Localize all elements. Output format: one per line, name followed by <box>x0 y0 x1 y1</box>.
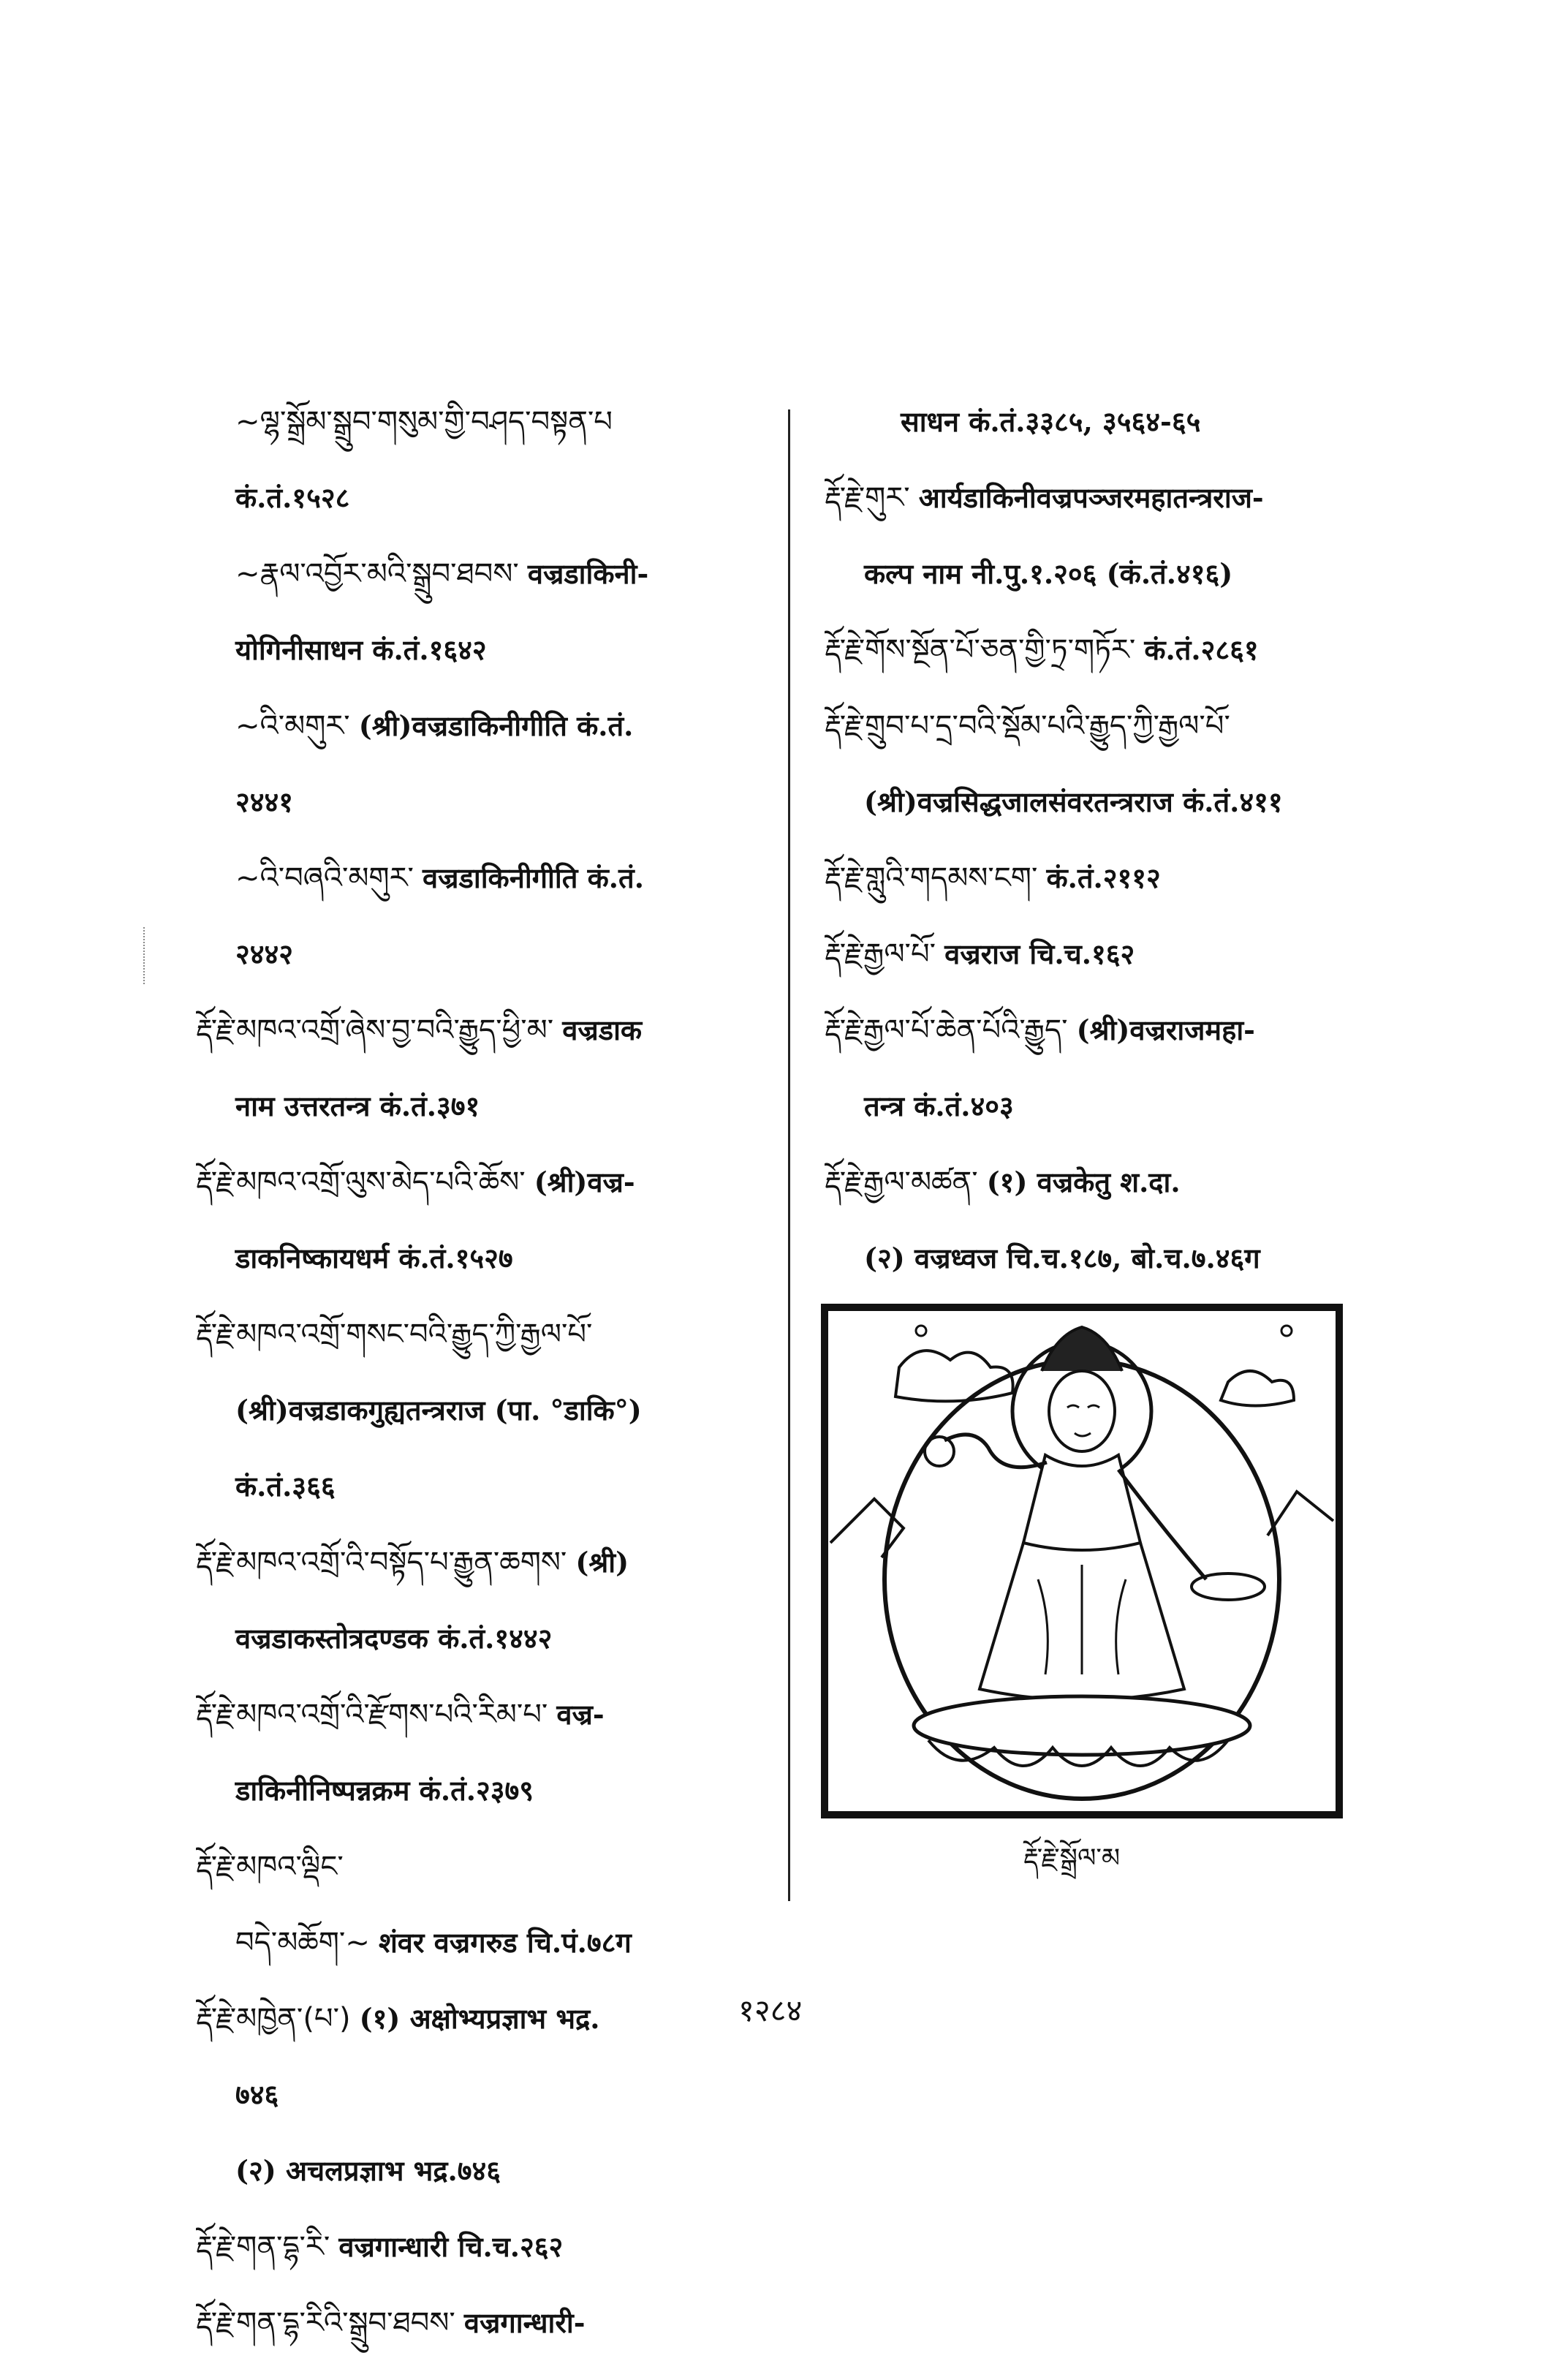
sanskrit-reference: (२) वज्रध्वज चि.च.१८७, बो.च.७.४६ग <box>864 1242 1260 1274</box>
entry-line <box>196 2057 781 2133</box>
entry-line <box>196 1068 781 1144</box>
tibetan-headword: རྡོ་རྗེ་མཁའ་འགྲོ་འི་བསྟོད་པ་རྒྱུན་ཆགས་ <box>196 1546 567 1579</box>
tibetan-headword: རྡོ་རྗེ་རྒྱལ་པོ་ <box>825 937 936 971</box>
sanskrit-reference: कल्प नाम नी.पु.१.२०६ (कं.तं.४१६) <box>864 557 1233 590</box>
sanskrit-reference: नाम उत्तरतन्त्र कं.तं.३७१ <box>235 1089 480 1122</box>
entry-line <box>196 1296 781 1372</box>
entry-line <box>825 1220 1409 1296</box>
left-column <box>196 384 781 2361</box>
entry-line <box>196 688 781 764</box>
sanskrit-reference: ७४६ <box>235 2078 279 2111</box>
tibetan-headword: རྡོ་རྗེ་རྒྱལ་པོ་ཆེན་པོའི་རྒྱུད་ <box>825 1013 1068 1047</box>
sanskrit-reference: कं.तं.२८६१ <box>1144 633 1259 666</box>
sanskrit-reference: (श्री)वज्रडाकगुह्यतन्त्रराज (पा. °डाकि°) <box>235 1394 642 1427</box>
vajratara-illustration <box>819 1302 1345 1821</box>
sanskrit-reference: साधन कं.तं.३३८५, ३५६४-६५ <box>901 405 1201 438</box>
sanskrit-reference: शंवर वज्रगरुड चि.पं.७८ग <box>378 1926 632 1959</box>
entry-line <box>196 1753 781 1829</box>
tibetan-headword: རྡོ་རྗེ་མཁའ་འགྲོ་ལུས་མེད་པའི་ཆོས་ <box>196 1166 526 1199</box>
column-divider <box>788 409 790 1901</box>
entry-line <box>825 840 1409 916</box>
tibetan-headword: རྡོ་རྗེ་གན་དྷ་རིའི་སྒྲུབ་ཐབས་ <box>196 2306 455 2340</box>
entry-line <box>825 764 1409 840</box>
entry-line <box>825 1144 1409 1220</box>
entry-line <box>196 384 781 460</box>
sanskrit-reference: डाकनिष्कायधर्म कं.तं.१५२७ <box>235 1242 513 1274</box>
entry-line <box>825 536 1409 612</box>
sanskrit-reference: (श्री)वज्रराजमहा- <box>1076 1013 1255 1046</box>
tibetan-headword: རྡོ་རྗེ་མཁའ་ལྡིང་ <box>196 1850 344 1884</box>
entry-line <box>196 1981 781 2057</box>
sanskrit-reference: वज्रगान्धारी चि.च.२६२ <box>338 2230 564 2263</box>
sanskrit-reference: (श्री)वज्रडाकिनीगीति कं.तं. <box>358 709 634 742</box>
sanskrit-reference: तन्त्र कं.तं.४०३ <box>864 1089 1014 1122</box>
tibetan-headword: རྡོ་རྗེ་མཁྱེན་(པ་) <box>196 2002 351 2036</box>
sanskrit-reference: (श्री) <box>575 1546 629 1579</box>
entry-line <box>196 1601 781 1677</box>
sanskrit-reference: २४४२ <box>235 937 294 970</box>
entry-line <box>196 1372 781 1448</box>
sanskrit-reference: (२) अचलप्रज्ञाभ भद्र.७४६ <box>235 2154 501 2187</box>
tibetan-headword: ~འི་མགུར་ <box>235 709 350 743</box>
entry-line <box>196 916 781 992</box>
tibetan-headword: བདེ་མཆོག་~ <box>235 1926 370 1960</box>
tibetan-headword: རྡོ་རྗེ་གུར་ <box>825 481 910 515</box>
sanskrit-reference: कं.तं.२११२ <box>1046 861 1161 894</box>
entry-line <box>196 840 781 916</box>
tibetan-headword: རྡོ་རྗེ་གླུའི་གདམས་ངག་ <box>825 861 1038 895</box>
sanskrit-reference: (१) अक्षोभ्यप्रज्ञाभ भद्र. <box>359 2002 600 2035</box>
entry-line <box>825 612 1409 688</box>
sanskrit-reference: कं.तं.१५२८ <box>235 481 350 514</box>
tibetan-headword: རྡོ་རྗེ་མཁའ་འགྲོ་ཞེས་བྱ་བའི་རྒྱུད་ཕྱི་མ་ <box>196 1013 554 1047</box>
entry-line <box>196 1144 781 1220</box>
tibetan-headword: རྡོ་རྗེ་གན་དྷ་རི་ <box>196 2230 330 2264</box>
entry-line <box>196 2133 781 2209</box>
sanskrit-reference: वज्रराज चि.च.१६२ <box>944 937 1135 970</box>
entry-line <box>196 612 781 688</box>
entry-line <box>196 1829 781 1905</box>
sanskrit-reference: २४४१ <box>235 785 294 818</box>
tibetan-headword: རྡོ་རྗེ་གོས་སྔོན་པོ་ཅན་གྱི་ཏྲ་གཏོར་ <box>825 633 1136 667</box>
entry-line <box>825 992 1409 1068</box>
entry-line <box>196 1525 781 1601</box>
entry-line <box>196 992 781 1068</box>
margin-mark <box>143 927 148 984</box>
sanskrit-reference: वज्रडाकिनीगीति कं.तं. <box>423 861 644 894</box>
entry-line <box>196 764 781 840</box>
figure-caption: རྡོ་རྗེ་སྒྲོལ་མ <box>1023 1843 1121 1873</box>
sanskrit-reference: वज्रडाक <box>562 1013 643 1046</box>
tibetan-headword: ~རྣལ་འབྱོར་མའི་སྒྲུབ་ཐབས་ <box>235 557 519 591</box>
tibetan-headword: ~འི་བཞའི་མགུར་ <box>235 861 414 895</box>
entry-line <box>196 1905 781 1981</box>
page-number: १२८४ <box>738 1992 803 2028</box>
sanskrit-reference: (१) वज्रकेतु श.दा. <box>986 1166 1181 1198</box>
sanskrit-reference: आर्यडाकिनीवज्रपञ्जरमहातन्त्रराज- <box>918 481 1264 514</box>
entry-line <box>825 916 1409 992</box>
entry-line <box>825 688 1409 764</box>
entry-line <box>196 460 781 536</box>
entry-line <box>196 1220 781 1296</box>
sanskrit-reference: योगिनीसाधन कं.तं.१६४२ <box>235 633 487 666</box>
tibetan-headword: རྡོ་རྗེ་མཁའ་འགྲོ་འི་རྫོགས་པའི་རིམ་པ་ <box>196 1698 548 1731</box>
sanskrit-reference: वज्रगान्धारी- <box>463 2306 586 2339</box>
entry-line <box>825 1068 1409 1144</box>
entry-line <box>196 536 781 612</box>
sanskrit-reference: (श्री)वज्रसिद्धजालसंवरतन्त्रराज कं.तं.४११ <box>864 785 1283 818</box>
entry-line <box>825 460 1409 536</box>
entry-line <box>196 1448 781 1525</box>
tibetan-headword: རྡོ་རྗེ་གྲུབ་པ་དྲ་བའི་སྡོམ་པའི་རྒྱུད་ཀྱི་རྒྱལ་པོ་ <box>825 709 1230 743</box>
tibetan-headword: རྡོ་རྗེ་མཁའ་འགྲོ་གསང་བའི་རྒྱུད་ཀྱི་རྒྱལ་པོ་ <box>196 1318 593 1351</box>
entry-line <box>196 1677 781 1753</box>
sanskrit-reference: वज्र- <box>556 1698 605 1731</box>
sanskrit-reference: वज्रडाकस्तोत्रदण्डक कं.तं.१४४२ <box>235 1622 553 1655</box>
entry-line <box>825 384 1409 460</box>
sanskrit-reference: कं.तं.३६६ <box>235 1470 336 1503</box>
tibetan-headword: ~ལྷ་སྒྲོམ་སྒྲུབ་གསུམ་གྱི་བཤད་བསྟན་པ <box>235 405 613 439</box>
sanskrit-reference: (श्री)वज्र- <box>534 1166 635 1198</box>
tibetan-headword: རྡོ་རྗེ་རྒྱལ་མཚན་ <box>825 1166 978 1199</box>
entry-line <box>196 2209 781 2285</box>
sanskrit-reference: वज्रडाकिनी- <box>527 557 649 590</box>
entry-line <box>196 2285 781 2361</box>
sanskrit-reference: डाकिनीनिष्पन्नक्रम कं.तं.२३७९ <box>235 1774 534 1807</box>
